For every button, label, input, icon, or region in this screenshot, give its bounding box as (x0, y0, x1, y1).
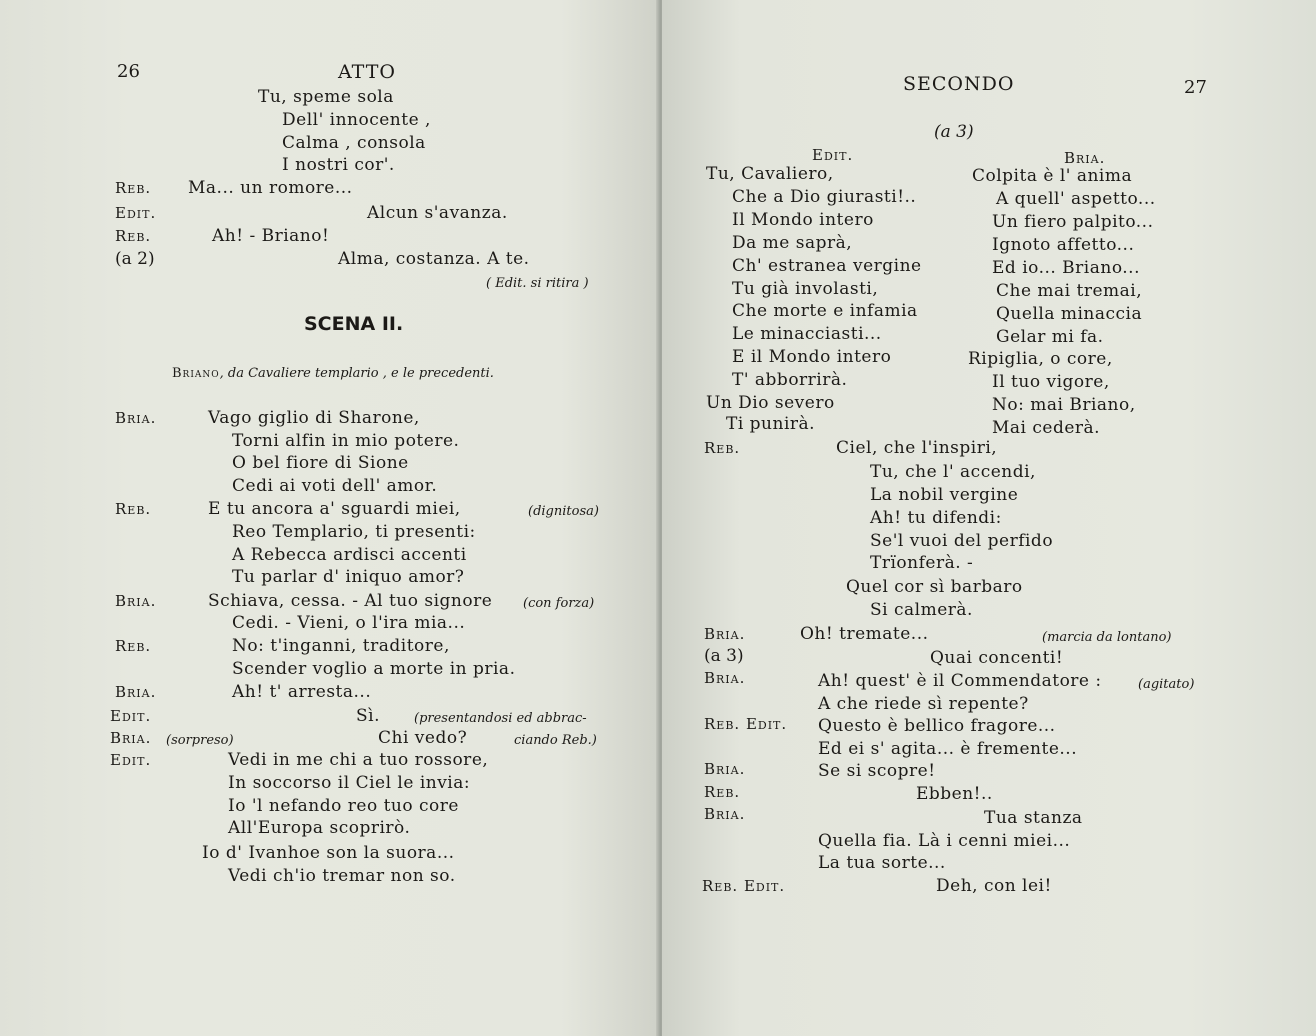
stage-direction: (con forza) (523, 596, 595, 611)
verse-line: Ciel, che l'inspiri, (836, 438, 998, 458)
verse-line: Alma, costanza. A te. (338, 249, 530, 269)
verse-line: Ch' estranea vergine (732, 256, 922, 276)
verse-line: Chi vedo? (378, 728, 468, 748)
speaker-label: Reb. Edit. (704, 715, 788, 733)
verse-line: La tua sorte... (818, 853, 946, 873)
verse-line: Ah! t' arresta... (232, 682, 372, 702)
verse-line: Sì. (356, 706, 380, 726)
verse-line: Cedi. - Vieni, o l'ira mia... (232, 613, 466, 633)
speaker-label: (a 2) (115, 249, 155, 269)
speaker-label: Bria. (704, 760, 746, 778)
verse-line: La nobil vergine (870, 485, 1019, 505)
speaker-label: Edit. (110, 707, 152, 725)
verse-line: Mai cederà. (992, 418, 1101, 438)
verse-line: E il Mondo intero (732, 347, 892, 367)
verse-line: E tu ancora a' sguardi miei, (208, 499, 461, 519)
speaker-label: Bria. (115, 683, 157, 701)
verse-line: Che morte e infamia (732, 301, 918, 321)
verse-line: Deh, con lei! (936, 876, 1052, 896)
verse-line: Si calmerà. (870, 600, 973, 620)
verse-line: Io 'l nefando reo tuo core (228, 796, 459, 816)
verse-line: Un Dio severo (706, 393, 835, 413)
stage-direction: (presentandosi ed abbrac- (414, 711, 587, 726)
speaker-label: Reb. (115, 500, 152, 518)
stage-direction: ciando Reb.) (514, 733, 597, 748)
verse-line: Ah! - Briano! (212, 226, 330, 246)
stage-direction: (sorpreso) (166, 733, 234, 748)
verse-line: Tu, che l' accendi, (870, 462, 1036, 482)
verse-line: Che a Dio giurasti!.. (732, 187, 917, 207)
page-number-left: 26 (117, 61, 140, 82)
verse-line: Vedi ch'io tremar non so. (228, 866, 456, 886)
speaker-label: Reb. (115, 227, 152, 245)
verse-line: I nostri cor'. (282, 155, 395, 175)
verse-line: Ed io... Briano... (992, 258, 1140, 278)
scene-character-name: Briano (172, 366, 220, 381)
speaker-label: Reb. Edit. (702, 877, 786, 895)
verse-line: Colpita è l' anima (972, 166, 1133, 186)
verse-line: Se'l vuoi del perfido (870, 531, 1054, 551)
verse-line: Tua stanza (984, 808, 1083, 828)
verse-line: Gelar mi fa. (996, 327, 1104, 347)
ensemble-heading: (a 3) (934, 122, 974, 142)
verse-line: Io d' Ivanhoe son la suora... (202, 843, 455, 863)
speaker-label: Bria. (115, 409, 157, 427)
verse-line: Oh! tremate... (800, 624, 929, 644)
verse-line: Ah! tu difendi: (870, 508, 1002, 528)
verse-line: Ignoto affetto... (992, 235, 1135, 255)
verse-line: Scender voglio a morte in pria. (232, 659, 516, 679)
speaker-label: Bria. (110, 729, 152, 747)
verse-line: Ma... un romore... (188, 178, 353, 198)
verse-line: O bel fiore di Sione (232, 453, 409, 473)
speaker-label: Bria. (1064, 149, 1106, 167)
verse-line: Reo Templario, ti presenti: (232, 522, 476, 542)
speaker-label: Edit. (812, 146, 854, 164)
verse-line: Che mai tremai, (996, 281, 1143, 301)
verse-line: All'Europa scoprirò. (228, 818, 411, 838)
stage-direction: (agitato) (1138, 677, 1195, 692)
speaker-label: Reb. (704, 783, 741, 801)
page-number-right: 27 (1184, 77, 1207, 98)
verse-line: Quel cor sì barbaro (846, 577, 1023, 597)
speaker-label: Edit. (110, 751, 152, 769)
verse-line: A Rebecca ardisci accenti (232, 545, 467, 565)
speaker-label: Bria. (115, 592, 157, 610)
verse-line: Quella fia. Là i cenni miei... (818, 831, 1071, 851)
verse-line: Tu, Cavaliero, (706, 164, 834, 184)
verse-line: Ebben!.. (916, 784, 993, 804)
scene-title: SCENA II. (304, 313, 404, 335)
speaker-label: Reb. (115, 637, 152, 655)
verse-line: Ah! quest' è il Commendatore : (818, 671, 1102, 691)
running-head-left: ATTO (338, 61, 396, 83)
verse-line: Ripiglia, o core, (968, 349, 1113, 369)
verse-line: A che riede sì repente? (818, 694, 1029, 714)
speaker-label: Bria. (704, 669, 746, 687)
verse-line: Cedi ai voti dell' amor. (232, 476, 438, 496)
speaker-label: Edit. (115, 204, 157, 222)
verse-line: Schiava, cessa. - Al tuo signore (208, 591, 493, 611)
running-head-right: SECONDO (903, 73, 1015, 95)
verse-line: Se si scopre! (818, 761, 936, 781)
verse-line: Torni alfin in mio potere. (232, 431, 460, 451)
verse-line: No: mai Briano, (992, 395, 1136, 415)
verse-line: Un fiero palpito... (992, 212, 1154, 232)
verse-line: Tu, speme sola (258, 87, 394, 107)
verse-line: In soccorso il Ciel le invia: (228, 773, 471, 793)
verse-line: Vedi in me chi a tuo rossore, (228, 750, 489, 770)
verse-line: A quell' aspetto... (996, 189, 1156, 209)
verse-line: Tu già involasti, (732, 279, 879, 299)
right-page (662, 0, 1316, 1036)
verse-line: Questo è bellico fragore... (818, 716, 1056, 736)
speaker-label: Reb. (704, 439, 741, 457)
verse-line: No: t'inganni, traditore, (232, 636, 450, 656)
verse-line: Da me saprà, (732, 233, 853, 253)
verse-line: Vago giglio di Sharone, (208, 408, 420, 428)
verse-line: Calma , consola (282, 133, 426, 153)
verse-line: Ti punirà. (726, 414, 816, 434)
speaker-label: Bria. (704, 805, 746, 823)
verse-line: Alcun s'avanza. (367, 203, 508, 223)
verse-line: Il tuo vigore, (992, 372, 1110, 392)
verse-line: Dell' innocente , (282, 110, 431, 130)
verse-line: Tu parlar d' iniquo amor? (232, 567, 465, 587)
stage-direction: ( Edit. si ritira ) (486, 276, 589, 291)
verse-line: Quai concenti! (930, 648, 1064, 668)
verse-line: Quella minaccia (996, 304, 1143, 324)
verse-line: Il Mondo intero (732, 210, 874, 230)
speaker-label: (a 3) (704, 646, 744, 666)
scene-character-desc: , da Cavaliere templario , e le precedenti. (219, 366, 494, 381)
verse-line: Trïonferà. - (870, 553, 974, 573)
speaker-label: Reb. (115, 179, 152, 197)
verse-line: Ed ei s' agita... è fremente... (818, 739, 1078, 759)
verse-line: T' abborrirà. (732, 370, 848, 390)
stage-direction: (dignitosa) (528, 504, 599, 519)
speaker-label: Bria. (704, 625, 746, 643)
stage-direction: (marcia da lontano) (1042, 630, 1172, 645)
scene-characters (172, 362, 494, 384)
verse-line: Le minacciasti... (732, 324, 882, 344)
